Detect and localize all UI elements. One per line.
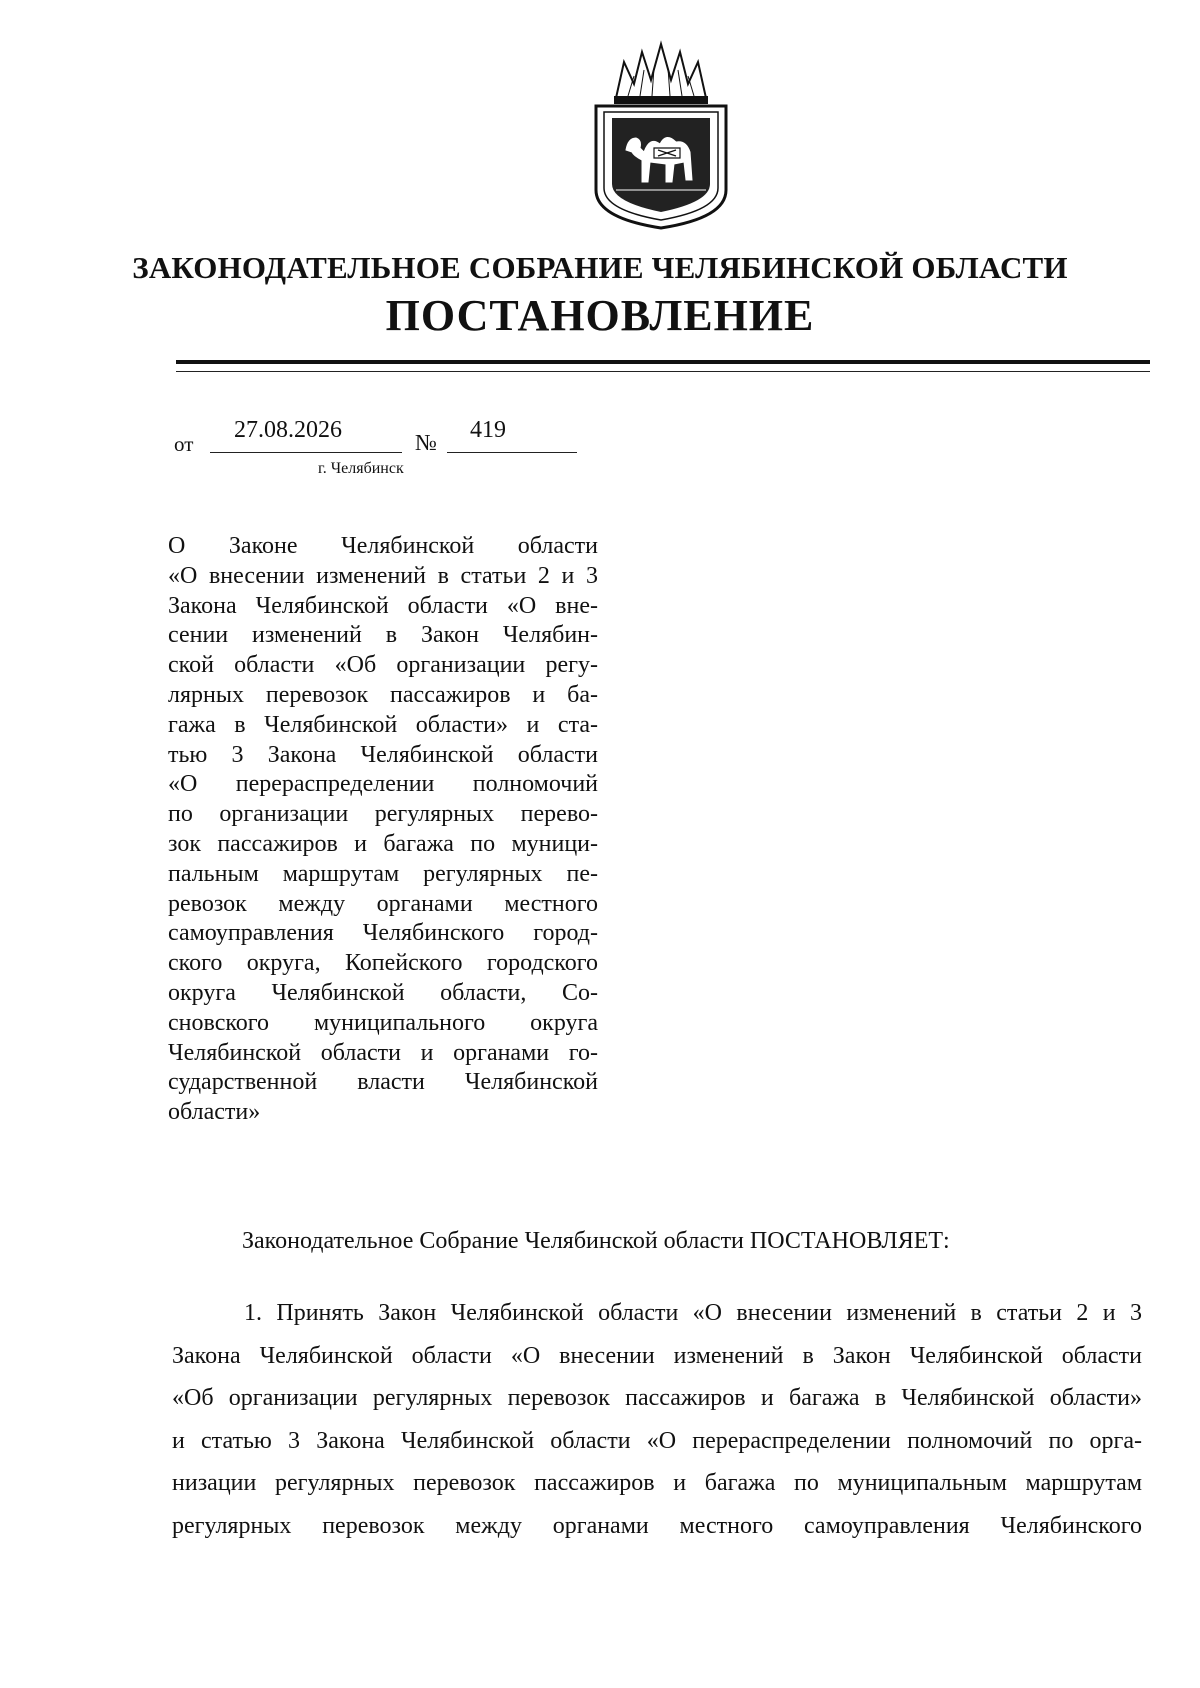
title-line: гажа в Челябинской области» и ста- — [168, 711, 598, 738]
title-line: ского округа, Копейского городского — [168, 950, 598, 977]
title-line: сударственной власти Челябинской — [168, 1069, 598, 1096]
body-line: 1. Принять Закон Челябинской области «О внесении изменений в статьи 2 и 3 — [244, 1300, 1142, 1326]
title-line: самоуправления Челябинского город- — [168, 920, 598, 947]
body-line: «Об организации регулярных перевозок пассажиров и багажа в Челябинской области» — [172, 1385, 1142, 1411]
date-underline — [210, 452, 402, 453]
document-type: ПОСТАНОВЛЕНИЕ — [385, 291, 815, 340]
title-line: «О внесении изменений в статьи 2 и 3 — [168, 562, 598, 589]
title-line: О Законе Челябинской области — [168, 533, 598, 559]
body-line: регулярных перевозок между органами местного самоуправления Челябинского — [172, 1512, 1142, 1539]
organization-name: ЗАКОНОДАТЕЛЬНОЕ СОБРАНИЕ ЧЕЛЯБИНСКОЙ ОБЛАСТИ — [132, 250, 1068, 285]
title-line: Челябинской области и органами го- — [168, 1039, 598, 1066]
coat-of-arms-icon — [588, 40, 734, 230]
document-city: г. Челябинск — [318, 460, 404, 477]
document-number: 419 — [470, 417, 506, 443]
title-line: «О перераспределении полномочий — [168, 771, 598, 798]
body-line: низации регулярных перевозок пассажиров и багажа по муниципальным маршрутам — [172, 1470, 1142, 1496]
body-line: Закона Челябинской области «О внесении изменений в Закон Челябинской области — [172, 1342, 1142, 1369]
document-title — [168, 532, 598, 1128]
title-line: тью 3 Закона Челябинской области — [168, 741, 598, 768]
title-line: округа Челябинской области, Со- — [168, 979, 598, 1006]
header-rule-thick — [176, 360, 1150, 364]
header-rule-thin — [176, 371, 1150, 372]
body-paragraph — [172, 1292, 1142, 1547]
title-line: области» — [168, 1099, 261, 1126]
body-line: и статью 3 Закона Челябинской области «О перераспределении полномочий по орга- — [172, 1427, 1142, 1454]
document-date: 27.08.2026 — [234, 417, 342, 443]
date-label: от — [174, 432, 194, 456]
title-line: пальным маршрутам регулярных пе- — [168, 860, 598, 887]
title-line: ской области «Об организации регу- — [168, 652, 598, 679]
title-line: по организации регулярных перево- — [168, 801, 598, 828]
number-label: № — [415, 430, 437, 455]
decree-statement: Законодательное Собрание Челябинской области ПОСТАНОВЛЯЕТ: — [242, 1228, 950, 1254]
title-line: зок пассажиров и багажа по муници- — [168, 830, 598, 857]
title-line: ревозок между органами местного — [168, 890, 598, 917]
title-line: сновского муниципального округа — [168, 1009, 598, 1036]
title-line: сении изменений в Закон Челябин- — [168, 622, 598, 649]
title-line: Закона Челябинской области «О вне- — [168, 592, 598, 619]
number-underline — [447, 452, 577, 453]
title-line: лярных перевозок пассажиров и ба- — [168, 681, 598, 708]
